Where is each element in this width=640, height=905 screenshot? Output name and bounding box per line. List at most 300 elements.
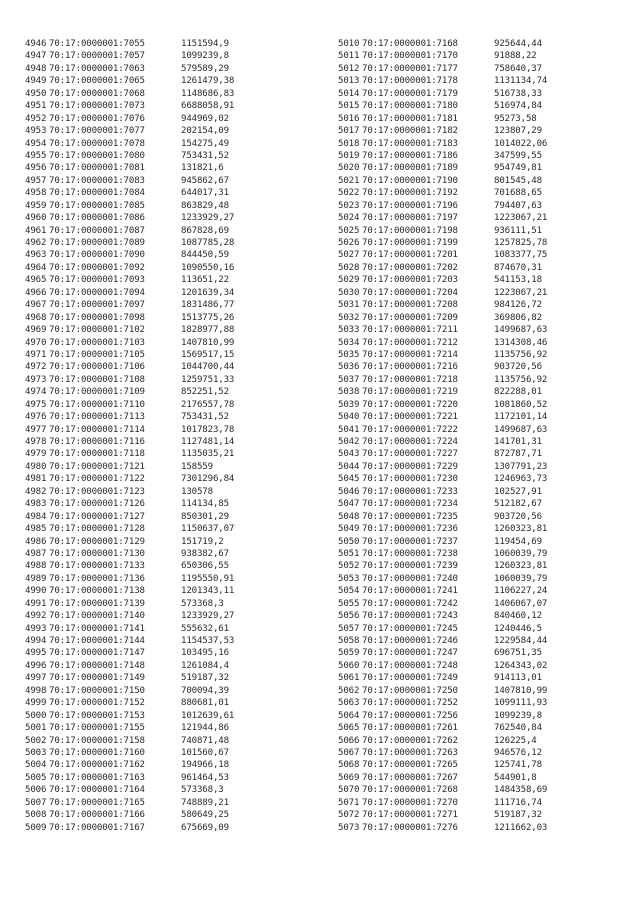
cadastral-number: 70:17:0000001:7203	[362, 275, 458, 286]
cadastral-value: 1135035,21	[181, 449, 235, 460]
row-index: 4962	[25, 238, 47, 248]
cadastral-number: 70:17:0000001:7121	[49, 461, 145, 472]
cadastral-value: 1195550,91	[181, 573, 235, 584]
row-index: 4961	[25, 225, 47, 236]
cadastral-number: 70:17:0000001:7149	[49, 673, 145, 684]
table-row	[25, 262, 315, 274]
table-row	[25, 511, 315, 523]
table-row	[25, 386, 315, 398]
cadastral-value: 194966,18	[181, 760, 229, 771]
cadastral-number: 70:17:0000001:7229	[362, 461, 458, 472]
cadastral-number: 70:17:0000001:7189	[362, 163, 458, 174]
row-index: 5040	[338, 412, 360, 423]
cadastral-number: 70:17:0000001:7133	[49, 561, 145, 572]
cadastral-value: 1499687,63	[494, 325, 548, 336]
table-row	[25, 187, 315, 199]
row-index: 4946	[25, 39, 47, 49]
row-index: 4989	[25, 573, 47, 584]
table-row	[338, 647, 628, 659]
cadastral-number: 70:17:0000001:7152	[49, 698, 145, 709]
cadastral-number: 70:17:0000001:7068	[49, 88, 145, 99]
cadastral-value: 1099239,8	[494, 710, 542, 721]
cadastral-value: 519187,32	[181, 673, 229, 684]
cadastral-number: 70:17:0000001:7080	[49, 150, 145, 161]
table-row	[338, 573, 628, 585]
row-index: 4966	[25, 287, 47, 298]
cadastral-number: 70:17:0000001:7114	[49, 424, 145, 435]
cadastral-number: 70:17:0000001:7118	[49, 449, 145, 460]
table-row	[25, 523, 315, 535]
table-row	[338, 349, 628, 361]
cadastral-number: 70:17:0000001:7138	[49, 586, 145, 597]
row-index: 5053	[338, 573, 360, 584]
cadastral-number: 70:17:0000001:7128	[49, 524, 145, 535]
table-row	[25, 324, 315, 336]
cadastral-value: 1106227,24	[494, 586, 548, 597]
cadastral-value: 1150637,07	[181, 524, 235, 535]
cadastral-number: 70:17:0000001:7250	[362, 685, 458, 696]
cadastral-value: 555632,61	[181, 623, 229, 634]
cadastral-number: 70:17:0000001:7181	[362, 113, 458, 124]
cadastral-number: 70:17:0000001:7209	[362, 312, 458, 323]
table-row	[25, 399, 315, 411]
cadastral-number: 70:17:0000001:7077	[49, 126, 145, 137]
row-index: 4960	[25, 213, 47, 224]
cadastral-value: 95273,58	[494, 113, 537, 124]
row-index: 5036	[338, 362, 360, 373]
row-index: 5056	[338, 611, 360, 622]
cadastral-value: 101560,67	[181, 747, 229, 758]
row-index: 5024	[338, 213, 360, 224]
row-index: 4956	[25, 163, 47, 174]
row-index: 5049	[338, 524, 360, 535]
cadastral-value: 1307791,23	[494, 461, 548, 472]
cadastral-value: 1099239,8	[181, 51, 229, 62]
table-row	[338, 287, 628, 299]
cadastral-number: 70:17:0000001:7199	[362, 238, 458, 248]
row-index: 5038	[338, 387, 360, 398]
row-index: 4994	[25, 636, 47, 646]
cadastral-number: 70:17:0000001:7166	[49, 810, 145, 821]
row-index: 4953	[25, 126, 47, 137]
row-index: 4980	[25, 461, 47, 472]
table-row	[25, 735, 315, 747]
table-row	[25, 473, 315, 485]
cadastral-value: 675669,09	[181, 822, 229, 833]
table-row	[338, 262, 628, 274]
cadastral-value: 1246963,73	[494, 474, 548, 485]
table-row	[338, 138, 628, 150]
table-row	[338, 710, 628, 722]
cadastral-number: 70:17:0000001:7220	[362, 399, 458, 410]
cadastral-number: 70:17:0000001:7178	[362, 76, 458, 87]
cadastral-value: 954749,81	[494, 163, 542, 174]
cadastral-value: 938382,67	[181, 548, 229, 559]
table-row	[338, 436, 628, 448]
cadastral-value: 753431,52	[181, 150, 229, 161]
cadastral-value: 1060039,79	[494, 548, 548, 559]
row-index: 5029	[338, 275, 360, 286]
cadastral-value: 1087785,28	[181, 238, 235, 248]
cadastral-value: 125741,78	[494, 760, 542, 771]
cadastral-value: 1223067,21	[494, 287, 548, 298]
table-row	[338, 610, 628, 622]
cadastral-number: 70:17:0000001:7090	[49, 250, 145, 261]
cadastral-number: 70:17:0000001:7078	[49, 138, 145, 149]
cadastral-value: 1211662,03	[494, 822, 548, 833]
row-index: 5051	[338, 548, 360, 559]
cadastral-number: 70:17:0000001:7236	[362, 524, 458, 535]
table-row	[25, 610, 315, 622]
cadastral-number: 70:17:0000001:7093	[49, 275, 145, 286]
row-index: 4983	[25, 499, 47, 510]
cadastral-number: 70:17:0000001:7265	[362, 760, 458, 771]
table-row	[338, 735, 628, 747]
cadastral-value: 696751,35	[494, 648, 542, 659]
table-row	[25, 598, 315, 610]
table-row	[25, 685, 315, 697]
cadastral-value: 369806,82	[494, 312, 542, 323]
cadastral-number: 70:17:0000001:7097	[49, 300, 145, 311]
table-row	[25, 349, 315, 361]
table-row	[338, 63, 628, 75]
cadastral-number: 70:17:0000001:7212	[362, 337, 458, 348]
row-index: 5031	[338, 300, 360, 311]
cadastral-number: 70:17:0000001:7081	[49, 163, 145, 174]
table-row	[338, 424, 628, 436]
table-row	[25, 697, 315, 709]
cadastral-number: 70:17:0000001:7179	[362, 88, 458, 99]
cadastral-number: 70:17:0000001:7092	[49, 262, 145, 273]
cadastral-number: 70:17:0000001:7076	[49, 113, 145, 124]
table-row	[338, 162, 628, 174]
row-index: 4954	[25, 138, 47, 149]
cadastral-number: 70:17:0000001:7083	[49, 175, 145, 186]
row-index: 5070	[338, 785, 360, 796]
table-row	[25, 486, 315, 498]
row-index: 4975	[25, 399, 47, 410]
cadastral-number: 70:17:0000001:7139	[49, 598, 145, 609]
table-row	[338, 473, 628, 485]
cadastral-value: 573368,3	[181, 785, 224, 796]
row-index: 5041	[338, 424, 360, 435]
cadastral-number: 70:17:0000001:7186	[362, 150, 458, 161]
cadastral-number: 70:17:0000001:7271	[362, 810, 458, 821]
cadastral-value: 1081860,52	[494, 399, 548, 410]
cadastral-value: 126225,4	[494, 735, 537, 746]
cadastral-number: 70:17:0000001:7249	[362, 673, 458, 684]
cadastral-number: 70:17:0000001:7237	[362, 536, 458, 547]
cadastral-value: 519187,32	[494, 810, 542, 821]
row-index: 5007	[25, 797, 47, 808]
row-index: 5046	[338, 486, 360, 497]
table-row	[25, 299, 315, 311]
row-index: 5059	[338, 648, 360, 659]
table-row	[25, 125, 315, 137]
row-index: 5066	[338, 735, 360, 746]
row-index: 5060	[338, 660, 360, 671]
table-row	[338, 411, 628, 423]
row-index: 4984	[25, 511, 47, 522]
row-index: 4955	[25, 150, 47, 161]
cadastral-number: 70:17:0000001:7238	[362, 548, 458, 559]
table-row	[25, 573, 315, 585]
cadastral-number: 70:17:0000001:7202	[362, 262, 458, 273]
table-row	[25, 287, 315, 299]
row-index: 5057	[338, 623, 360, 634]
table-row	[338, 784, 628, 796]
row-index: 5047	[338, 499, 360, 510]
table-row	[25, 50, 315, 62]
cadastral-value: 1569517,15	[181, 349, 235, 360]
cadastral-number: 70:17:0000001:7123	[49, 486, 145, 497]
cadastral-value: 1233929,27	[181, 611, 235, 622]
cadastral-number: 70:17:0000001:7234	[362, 499, 458, 510]
cadastral-value: 1513775,26	[181, 312, 235, 323]
cadastral-value: 141701,31	[494, 437, 542, 447]
row-index: 4993	[25, 623, 47, 634]
row-index: 5023	[338, 200, 360, 211]
cadastral-value: 111716,74	[494, 797, 542, 808]
table-row	[25, 436, 315, 448]
row-index: 5022	[338, 188, 360, 199]
row-index: 4951	[25, 101, 47, 112]
row-index: 5034	[338, 337, 360, 348]
table-row	[338, 324, 628, 336]
cadastral-number: 70:17:0000001:7192	[362, 188, 458, 199]
cadastral-value: 801545,48	[494, 175, 542, 186]
table-row	[338, 299, 628, 311]
cadastral-value: 936111,51	[494, 225, 542, 236]
row-index: 4974	[25, 387, 47, 398]
row-index: 4998	[25, 685, 47, 696]
cadastral-number: 70:17:0000001:7126	[49, 499, 145, 510]
row-index: 5068	[338, 760, 360, 771]
cadastral-number: 70:17:0000001:7230	[362, 474, 458, 485]
table-row	[338, 88, 628, 100]
table-row	[338, 822, 628, 834]
cadastral-number: 70:17:0000001:7073	[49, 101, 145, 112]
table-row	[25, 448, 315, 460]
cadastral-number: 70:17:0000001:7164	[49, 785, 145, 796]
cadastral-number: 70:17:0000001:7094	[49, 287, 145, 298]
row-index: 4973	[25, 374, 47, 385]
row-index: 5020	[338, 163, 360, 174]
row-index: 5055	[338, 598, 360, 609]
row-index: 5015	[338, 101, 360, 112]
cadastral-value: 1259751,33	[181, 374, 235, 385]
cadastral-value: 880681,01	[181, 698, 229, 709]
row-index: 4990	[25, 586, 47, 597]
table-row	[25, 759, 315, 771]
cadastral-value: 1233929,27	[181, 213, 235, 224]
row-index: 5044	[338, 461, 360, 472]
cadastral-value: 644017,31	[181, 188, 229, 199]
cadastral-number: 70:17:0000001:7105	[49, 349, 145, 360]
row-index: 5061	[338, 673, 360, 684]
row-index: 5018	[338, 138, 360, 149]
cadastral-value: 650306,55	[181, 561, 229, 572]
cadastral-value: 1264343,02	[494, 660, 548, 671]
row-index: 4982	[25, 486, 47, 497]
table-row	[338, 312, 628, 324]
cadastral-value: 984126,72	[494, 300, 542, 311]
table-row	[25, 312, 315, 324]
cadastral-number: 70:17:0000001:7057	[49, 51, 145, 62]
cadastral-value: 202154,09	[181, 126, 229, 137]
row-index: 5006	[25, 785, 47, 796]
table-row	[338, 685, 628, 697]
row-index: 4952	[25, 113, 47, 124]
cadastral-number: 70:17:0000001:7243	[362, 611, 458, 622]
table-row	[25, 249, 315, 261]
cadastral-number: 70:17:0000001:7235	[362, 511, 458, 522]
cadastral-number: 70:17:0000001:7242	[362, 598, 458, 609]
table-row	[338, 560, 628, 572]
cadastral-value: 1148686,83	[181, 88, 235, 99]
table-row	[338, 722, 628, 734]
cadastral-number: 70:17:0000001:7065	[49, 76, 145, 87]
cadastral-number: 70:17:0000001:7063	[49, 63, 145, 74]
cadastral-value: 1172101,14	[494, 412, 548, 423]
table-row	[25, 113, 315, 125]
cadastral-number: 70:17:0000001:7167	[49, 822, 145, 833]
table-row	[338, 50, 628, 62]
row-index: 5028	[338, 262, 360, 273]
cadastral-number: 70:17:0000001:7252	[362, 698, 458, 709]
cadastral-number: 70:17:0000001:7245	[362, 623, 458, 634]
table-row	[338, 337, 628, 349]
row-index: 5005	[25, 772, 47, 783]
cadastral-value: 961464,53	[181, 772, 229, 783]
cadastral-number: 70:17:0000001:7155	[49, 723, 145, 734]
cadastral-number: 70:17:0000001:7170	[362, 51, 458, 62]
table-row	[338, 511, 628, 523]
cadastral-value: 544901,8	[494, 772, 537, 783]
table-row	[25, 647, 315, 659]
table-row	[25, 175, 315, 187]
cadastral-value: 580649,25	[181, 810, 229, 821]
cadastral-value: 852251,52	[181, 387, 229, 398]
row-index: 5032	[338, 312, 360, 323]
cadastral-value: 158559	[181, 461, 213, 472]
cadastral-value: 91888,22	[494, 51, 537, 62]
table-row	[338, 635, 628, 647]
cadastral-number: 70:17:0000001:7116	[49, 437, 145, 447]
cadastral-number: 70:17:0000001:7183	[362, 138, 458, 149]
cadastral-value: 903720,56	[494, 362, 542, 373]
cadastral-number: 70:17:0000001:7227	[362, 449, 458, 460]
cadastral-number: 70:17:0000001:7085	[49, 200, 145, 211]
row-index: 4977	[25, 424, 47, 435]
table-row	[338, 399, 628, 411]
table-row	[25, 374, 315, 386]
cadastral-number: 70:17:0000001:7108	[49, 374, 145, 385]
cadastral-number: 70:17:0000001:7262	[362, 735, 458, 746]
table-row	[338, 548, 628, 560]
cadastral-value: 946576,12	[494, 747, 542, 758]
cadastral-value: 850301,29	[181, 511, 229, 522]
cadastral-value: 1407810,99	[181, 337, 235, 348]
cadastral-number: 70:17:0000001:7248	[362, 660, 458, 671]
row-index: 5050	[338, 536, 360, 547]
cadastral-value: 512182,67	[494, 499, 542, 510]
cadastral-value: 753431,52	[181, 412, 229, 423]
cadastral-value: 822288,01	[494, 387, 542, 398]
cadastral-number: 70:17:0000001:7055	[49, 39, 145, 49]
cadastral-number: 70:17:0000001:7086	[49, 213, 145, 224]
cadastral-value: 700094,39	[181, 685, 229, 696]
cadastral-value: 1314308,46	[494, 337, 548, 348]
cadastral-value: 130578	[181, 486, 213, 497]
cadastral-value: 740871,48	[181, 735, 229, 746]
table-row	[338, 100, 628, 112]
cadastral-number: 70:17:0000001:7141	[49, 623, 145, 634]
row-index: 5009	[25, 822, 47, 833]
table-row	[338, 75, 628, 87]
cadastral-value: 1229584,44	[494, 636, 548, 646]
cadastral-value: 114134,85	[181, 499, 229, 510]
row-index: 5072	[338, 810, 360, 821]
row-index: 4970	[25, 337, 47, 348]
right-column	[338, 38, 628, 834]
row-index: 4979	[25, 449, 47, 460]
table-row	[338, 374, 628, 386]
table-row	[338, 772, 628, 784]
cadastral-number: 70:17:0000001:7129	[49, 536, 145, 547]
row-index: 5002	[25, 735, 47, 746]
table-row	[338, 523, 628, 535]
cadastral-number: 70:17:0000001:7196	[362, 200, 458, 211]
table-row	[25, 710, 315, 722]
table-row	[25, 809, 315, 821]
cadastral-number: 70:17:0000001:7180	[362, 101, 458, 112]
cadastral-value: 914113,01	[494, 673, 542, 684]
table-row	[25, 162, 315, 174]
row-index: 5045	[338, 474, 360, 485]
cadastral-value: 123807,29	[494, 126, 542, 137]
row-index: 5003	[25, 747, 47, 758]
row-index: 4985	[25, 524, 47, 535]
cadastral-value: 1135756,92	[494, 349, 548, 360]
cadastral-number: 70:17:0000001:7261	[362, 723, 458, 734]
cadastral-number: 70:17:0000001:7148	[49, 660, 145, 671]
table-row	[25, 88, 315, 100]
cadastral-value: 1201639,34	[181, 287, 235, 298]
row-index: 4987	[25, 548, 47, 559]
cadastral-value: 516738,33	[494, 88, 542, 99]
row-index: 4967	[25, 300, 47, 311]
row-index: 4963	[25, 250, 47, 261]
table-row	[25, 784, 315, 796]
row-index: 5008	[25, 810, 47, 821]
cadastral-number: 70:17:0000001:7110	[49, 399, 145, 410]
row-index: 5069	[338, 772, 360, 783]
cadastral-value: 1240446,5	[494, 623, 542, 634]
cadastral-number: 70:17:0000001:7127	[49, 511, 145, 522]
cadastral-value: 867828,69	[181, 225, 229, 236]
cadastral-number: 70:17:0000001:7109	[49, 387, 145, 398]
table-row	[338, 461, 628, 473]
cadastral-number: 70:17:0000001:7198	[362, 225, 458, 236]
row-index: 5016	[338, 113, 360, 124]
table-row	[25, 361, 315, 373]
cadastral-value: 113651,22	[181, 275, 229, 286]
table-row	[25, 822, 315, 834]
table-row	[25, 150, 315, 162]
row-index: 5011	[338, 51, 360, 62]
cadastral-number: 70:17:0000001:7160	[49, 747, 145, 758]
